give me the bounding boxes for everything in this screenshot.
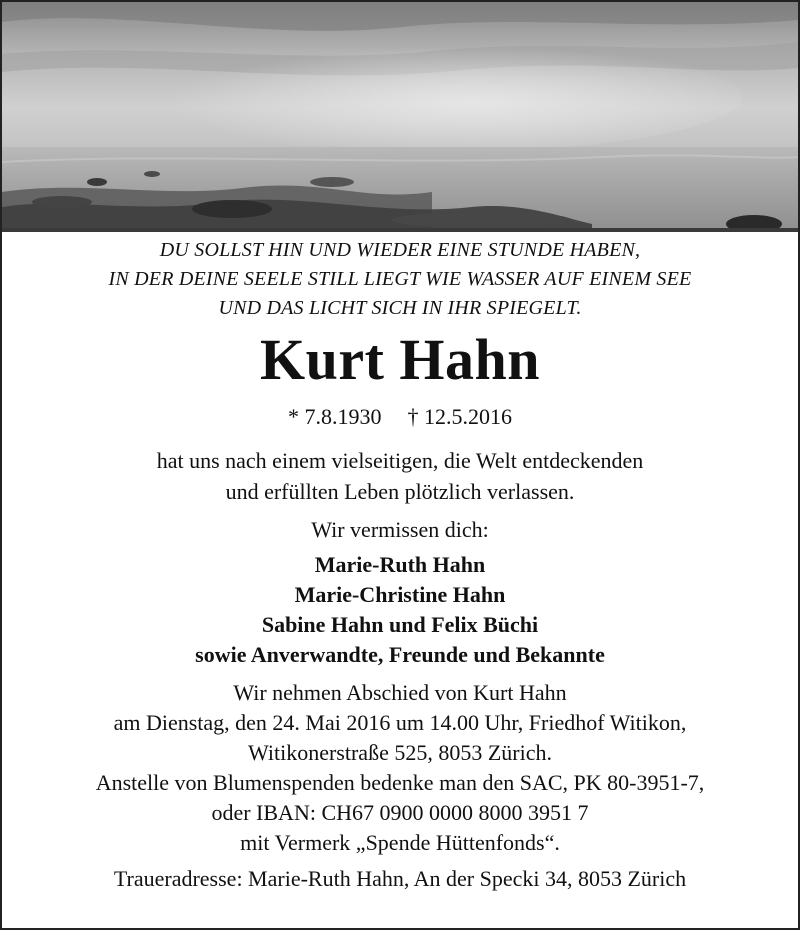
info-line: Witikonerstraße 525, 8053 Zürich. <box>248 740 552 765</box>
info-line: Anstelle von Blumenspenden bedenke man den SAC, PK 80-3951-7, <box>95 770 705 795</box>
mourner-name: sowie Anverwandte, Freunde und Bekannte <box>195 642 605 667</box>
info-line: am Dienstag, den 24. Mai 2016 um 14.00 Uhr, Friedhof Witikon, <box>113 710 687 735</box>
farewell-message <box>2 445 798 507</box>
deceased-name: Kurt Hahn <box>259 327 541 392</box>
quote-line: UND DAS LICHT SICH IN IHR SPIEGELT. <box>218 297 582 319</box>
miss-heading: Wir vermissen dich: <box>311 517 489 542</box>
funeral-info <box>2 678 798 858</box>
mourner-name: Sabine Hahn und Felix Büchi <box>261 612 539 637</box>
info-line: mit Vermerk „Spende Hüttenfonds“. <box>240 830 560 855</box>
message-line: und erfüllten Leben plötzlich verlassen. <box>225 479 575 504</box>
mourner-name: Marie-Ruth Hahn <box>314 552 486 577</box>
life-dates <box>2 402 798 432</box>
sea-photo <box>2 2 798 232</box>
birth-date: * 7.8.1930 <box>288 404 382 429</box>
mourner-name: Marie-Christine Hahn <box>294 582 506 607</box>
info-line: Wir nehmen Abschied von Kurt Hahn <box>233 680 567 705</box>
death-date: † 12.5.2016 <box>407 404 512 429</box>
quote <box>2 236 798 323</box>
mourners-list <box>2 550 798 670</box>
mourning-address: Traueradresse: Marie-Ruth Hahn, An der Specki 34, 8053 Zürich <box>113 866 687 891</box>
info-line: oder IBAN: CH67 0900 0000 8000 3951 7 <box>211 800 589 825</box>
sea-landscape-image <box>2 2 798 232</box>
message-line: hat uns nach einem vielseitigen, die Welt entdeckenden <box>156 448 644 473</box>
quote-line: DU SOLLST HIN UND WIEDER EINE STUNDE HABEN, <box>159 239 641 261</box>
quote-line: IN DER DEINE SEELE STILL LIEGT WIE WASSER AUF EINEM SEE <box>108 268 692 290</box>
